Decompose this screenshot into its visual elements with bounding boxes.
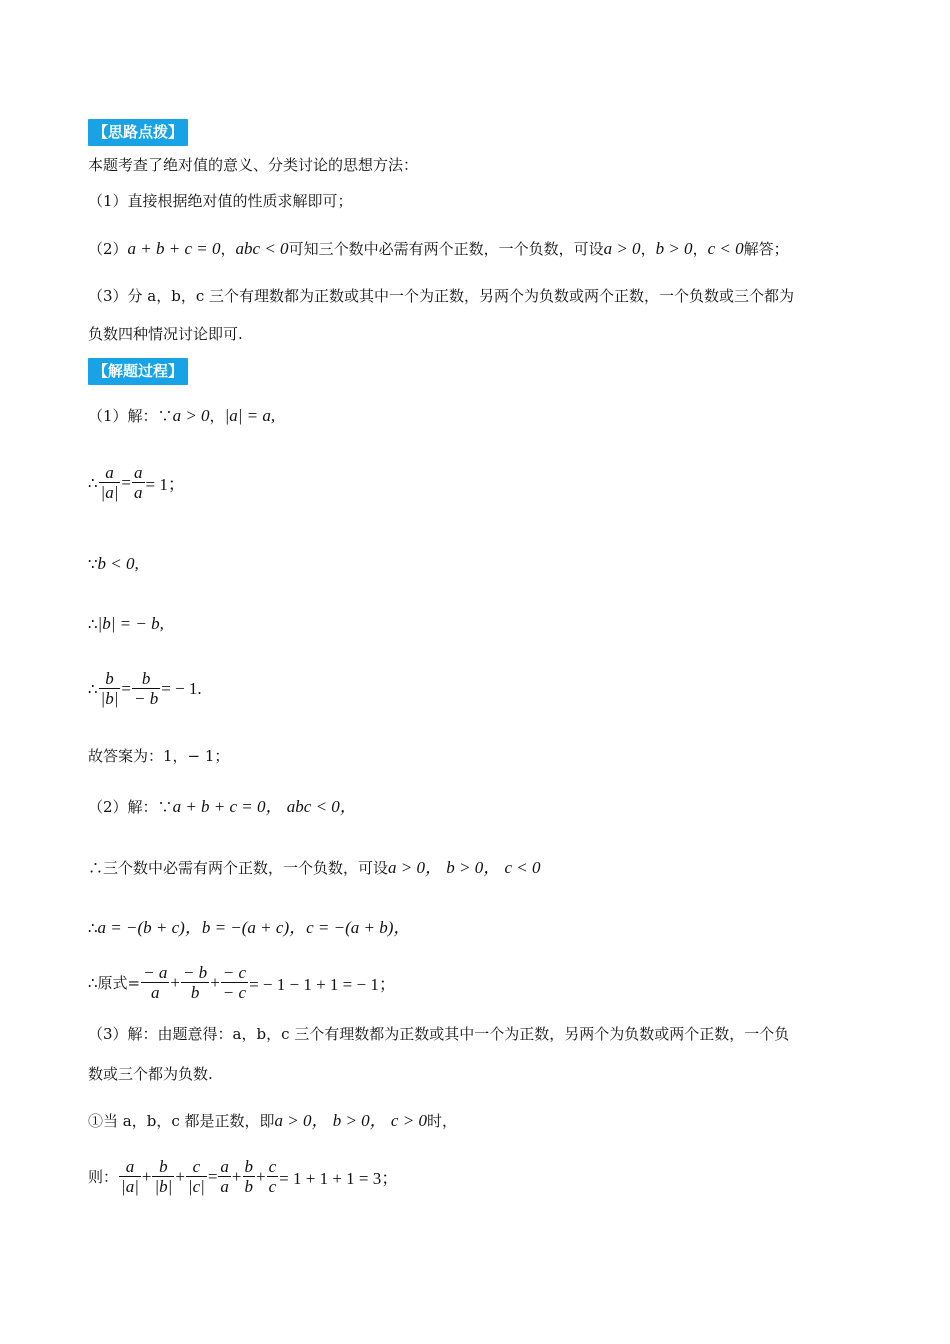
fraction-b-over-abs-b xyxy=(152,1157,174,1196)
solution-part-1-b-abs xyxy=(88,613,164,635)
hint-item-1: （1）直接根据绝对值的性质求解即可； xyxy=(88,192,353,210)
hint-item-3-line-2: 负数四种情况讨论即可. xyxy=(88,325,243,343)
solution-part-1-b-given xyxy=(88,553,139,575)
hint-intro: 本题考查了绝对值的意义、分类讨论的思想方法： xyxy=(88,156,419,174)
plus: + xyxy=(170,972,180,992)
hint-item-2-cond1: a + b + c = 0 xyxy=(127,239,221,258)
solution-part-3-line-1: （3）解：由题意得：a，b，c 三个有理数都为正数或其中一个为正数，另两个为负数或两个正数，一个负 xyxy=(88,1025,790,1043)
p2-line3: a = −(b + c)，b = −(a + c)，c = −(a + b)， xyxy=(97,918,411,937)
fraction-b-over-neg-b xyxy=(132,669,160,708)
solution-part-2-evaluation xyxy=(88,963,396,1002)
p1-b-result: = − 1. xyxy=(161,678,202,698)
hint-item-2-s2: b > 0 xyxy=(655,239,693,258)
fraction-a-over-abs-a xyxy=(99,463,121,502)
hint-item-2-cond2: abc < 0 xyxy=(235,239,289,258)
solution-part-1-given xyxy=(88,405,275,427)
frac-num: b xyxy=(152,1157,174,1177)
frac-den: a xyxy=(150,983,160,1002)
fraction-neg-b-over-b xyxy=(181,963,209,1002)
plus: + xyxy=(175,1166,185,1186)
frac-den: − c xyxy=(222,983,247,1002)
frac-den: − b xyxy=(134,689,159,708)
frac-num: a xyxy=(220,1157,229,1176)
solution-part-3-case-1 xyxy=(88,1110,457,1132)
frac-den: c xyxy=(268,1177,277,1196)
p3-case1-text: ①当 a，b，c 都是正数，即 xyxy=(88,1112,275,1130)
because-symbol: ∵ xyxy=(157,798,173,816)
p3-result: = 1 + 1 + 1 = 3； xyxy=(279,1169,399,1188)
solution-section-tag: 【解题过程】 xyxy=(88,358,188,385)
p3-then: 则： xyxy=(88,1168,119,1186)
p2-line4-text: 原式= xyxy=(97,974,141,992)
p2-line2-math: a > 0， b > 0， c < 0 xyxy=(388,858,541,877)
hint-item-2-mid: 可知三个数中必需有两个正数，一个负数，可设 xyxy=(288,240,604,258)
solution-part-3-case-1-evaluation xyxy=(88,1157,398,1196)
frac-num: c xyxy=(186,1157,207,1177)
p2-prefix: （2）解： xyxy=(88,798,158,816)
fraction-b-over-b xyxy=(243,1157,256,1196)
fraction-c-over-c xyxy=(267,1157,279,1196)
p1-prefix: （1）解： xyxy=(88,407,158,425)
fraction-a-over-abs-a xyxy=(119,1157,141,1196)
frac-den: |c| xyxy=(187,1177,205,1196)
equals: = xyxy=(121,472,131,492)
because-symbol: ∵ xyxy=(88,555,98,573)
p1-result: = 1； xyxy=(145,475,185,494)
frac-den: |b| xyxy=(154,1177,173,1196)
hint-item-2-s1: a > 0 xyxy=(603,239,641,258)
plus: + xyxy=(231,1166,242,1186)
plus: + xyxy=(256,1166,266,1186)
fraction-neg-c-over-neg-c xyxy=(221,963,248,1002)
frac-den: b xyxy=(190,983,200,1002)
p3-case1-math: a > 0， b > 0， c > 0 xyxy=(274,1111,427,1130)
fraction-a-over-a xyxy=(218,1157,231,1196)
frac-num: b xyxy=(244,1157,254,1176)
frac-den: |b| xyxy=(100,689,119,708)
p1-eq1: a > 0 xyxy=(172,406,210,425)
fraction-a-over-a xyxy=(132,463,145,502)
hint-item-2-suffix: 解答； xyxy=(743,240,789,258)
solution-part-1-fraction-b xyxy=(88,669,202,708)
p1-comma: ， xyxy=(209,407,225,425)
hint-item-2-comma: ， xyxy=(220,240,236,258)
solution-part-2-given xyxy=(88,796,357,818)
solution-part-1-answer: 故答案为：1，− 1； xyxy=(88,747,230,765)
hint-item-2: （2）a + b + c = 0，abc < 0可知三个数中必需有两个正数，一个负数，可设a > 0，b > 0，c < 0解答； xyxy=(88,239,789,258)
frac-den: a xyxy=(220,1177,229,1196)
p1-b-abs: |b| = − b, xyxy=(97,614,164,633)
plus: + xyxy=(141,1166,152,1186)
frac-num: − c xyxy=(222,963,247,982)
frac-num: a xyxy=(134,463,143,482)
solution-part-3-line-2: 数或三个都为负数. xyxy=(88,1065,213,1083)
frac-num: b xyxy=(99,669,121,689)
hint-item-3-line-1: （3）分 a，b，c 三个有理数都为正数或其中一个为正数，另两个为负数或两个正数，一个负数或三个都为 xyxy=(88,287,795,305)
p2-cond: a + b + c = 0， abc < 0， xyxy=(172,797,357,816)
frac-den: b xyxy=(244,1177,254,1196)
plus: + xyxy=(210,972,220,992)
hint-item-2-prefix: （2） xyxy=(88,240,128,258)
equals: = xyxy=(121,678,131,698)
frac-num: − a xyxy=(143,963,168,982)
therefore-symbol: ∴ xyxy=(88,473,98,492)
fraction-c-over-abs-c xyxy=(186,1157,207,1196)
therefore-symbol: ∴ xyxy=(88,859,104,877)
p2-line2-text: 三个数中必需有两个正数，一个负数，可设 xyxy=(103,859,389,877)
frac-num: − b xyxy=(182,963,208,982)
solution-part-2-assumption xyxy=(88,857,541,879)
therefore-symbol: ∴ xyxy=(88,973,98,992)
p2-result: = − 1 − 1 + 1 = − 1； xyxy=(249,975,396,994)
frac-den: a xyxy=(134,483,143,502)
solution-part-2-substitution xyxy=(88,917,410,939)
fraction-b-over-abs-b xyxy=(99,669,121,708)
p3-case1-end: 时， xyxy=(426,1112,457,1130)
frac-num: c xyxy=(268,1157,277,1176)
therefore-symbol: ∴ xyxy=(88,679,98,698)
frac-num: a xyxy=(99,463,121,483)
frac-num: b xyxy=(132,669,160,689)
hint-item-2-s3: c < 0 xyxy=(707,239,744,258)
solution-part-1-fraction-a xyxy=(88,463,185,502)
equals: = xyxy=(207,1166,218,1186)
therefore-symbol: ∴ xyxy=(88,919,98,937)
frac-den: |a| xyxy=(121,1177,139,1196)
p1-eq2: |a| = a, xyxy=(224,406,276,425)
frac-den: |a| xyxy=(100,483,119,502)
hint-section-tag: 【思路点拨】 xyxy=(88,119,188,146)
because-symbol: ∵ xyxy=(157,407,173,425)
p1-b-cond: b < 0, xyxy=(97,554,139,573)
fraction-neg-a-over-a xyxy=(141,963,169,1002)
frac-num: a xyxy=(119,1157,141,1177)
therefore-symbol: ∴ xyxy=(88,615,98,633)
